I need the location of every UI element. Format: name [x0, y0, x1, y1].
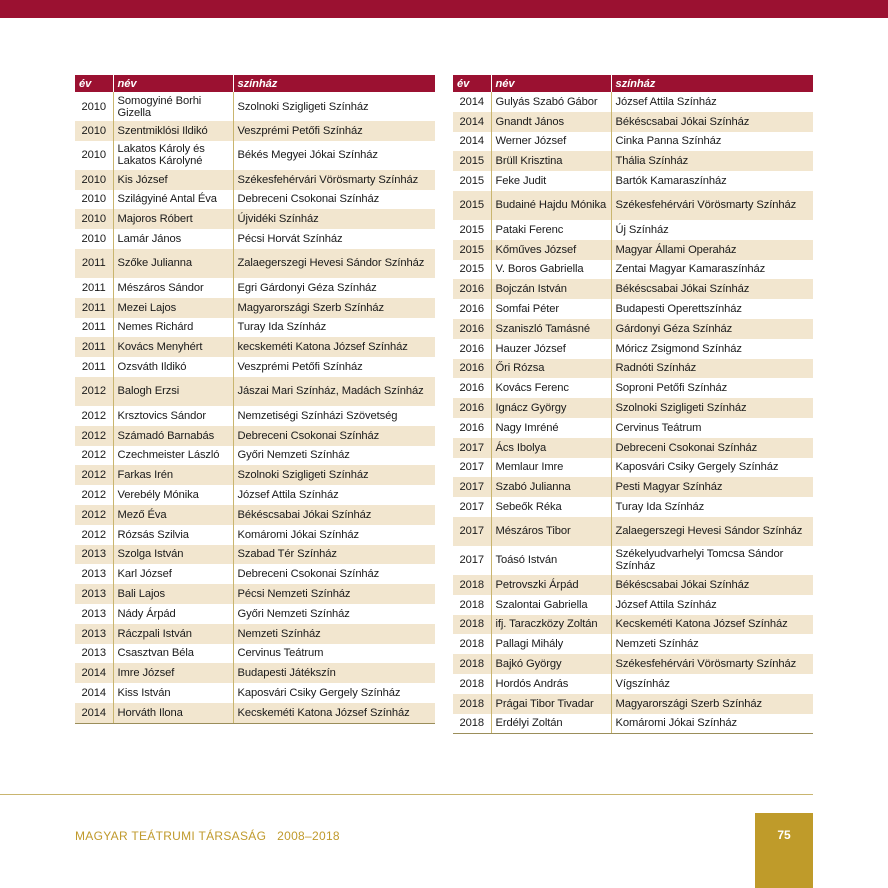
cell-year: 2018: [453, 654, 491, 674]
cell-theatre: Győri Nemzeti Színház: [237, 607, 350, 620]
cell-year: 2012: [75, 426, 113, 446]
cell-year: 2018: [453, 575, 491, 595]
table-row: [453, 171, 813, 191]
cell-year: 2015: [453, 240, 491, 260]
cell-year: 2015: [453, 191, 491, 220]
table-row: [453, 151, 813, 171]
cell-name: Kis József: [113, 170, 233, 190]
cell-theatre: Szolnoki Szigligeti Színház: [237, 100, 369, 113]
table-row: [75, 644, 435, 664]
cell-name: Gulyás Szabó Gábor: [491, 92, 611, 112]
cell-year: 2011: [75, 249, 113, 278]
cell-name: Majoros Róbert: [113, 209, 233, 229]
cell-name: Őri Rózsa: [491, 359, 611, 379]
cell-year: 2016: [453, 418, 491, 438]
cell-year: 2016: [453, 279, 491, 299]
cell-name: Bojczán István: [491, 279, 611, 299]
table-row: [453, 477, 813, 497]
award-table-left-body: [75, 92, 435, 723]
top-color-band: [0, 0, 888, 18]
cell-name: Rózsás Szilvia: [113, 525, 233, 545]
cell-name: Toásó István: [491, 546, 611, 575]
table-row: [453, 438, 813, 458]
cell-year: 2013: [75, 584, 113, 604]
cell-theatre: Vígszínház: [615, 677, 670, 690]
cell-theatre: Veszprémi Petőfi Színház: [237, 361, 363, 374]
cell-name: Nády Árpád: [113, 604, 233, 624]
cell-theatre: Nemzeti Színház: [233, 624, 435, 644]
table-row: [75, 190, 435, 210]
cell-theatre: Békés Megyei Jókai Színház: [237, 149, 378, 162]
cell-name: Szabó Julianna: [491, 477, 611, 497]
cell-year: 2015: [453, 171, 491, 191]
column-header-year: év: [75, 75, 113, 92]
cell-theatre: Soproni Petőfi Színház: [615, 382, 728, 395]
cell-year: 2012: [75, 465, 113, 485]
cell-year: 2013: [75, 604, 113, 624]
footer-divider: [0, 794, 813, 795]
cell-theatre: Budapesti Játékszín: [233, 663, 435, 683]
cell-year: 2013: [75, 545, 113, 565]
table-row: [453, 714, 813, 734]
cell-year: 2011: [75, 337, 113, 357]
cell-theatre: Cervinus Teátrum: [615, 421, 702, 434]
cell-theatre: Pécsi Horvát Színház: [237, 233, 343, 246]
cell-theatre: Szolnoki Szigligeti Színház: [611, 398, 813, 418]
table-row: [75, 229, 435, 249]
cell-name: Pallagi Mihály: [491, 634, 611, 654]
cell-theatre: Zalaegerszegi Hevesi Sándor Színház: [611, 517, 813, 546]
cell-name: Imre József: [113, 663, 233, 683]
cell-year: 2010: [75, 92, 113, 121]
column-header-name: név: [491, 75, 611, 92]
cell-year: 2010: [75, 170, 113, 190]
cell-year: 2012: [75, 446, 113, 466]
cell-name: Kőműves József: [491, 240, 611, 260]
cell-year: 2011: [75, 298, 113, 318]
cell-year: 2016: [453, 359, 491, 379]
cell-name: ifj. Taraczközy Zoltán: [491, 615, 611, 635]
cell-name: Szaniszló Tamásné: [491, 319, 611, 339]
cell-theatre: Nemzeti Színház: [615, 638, 699, 651]
cell-year: 2016: [453, 378, 491, 398]
cell-year: 2011: [75, 318, 113, 338]
cell-name: Bali Lajos: [113, 584, 233, 604]
cell-year: 2017: [453, 497, 491, 517]
cell-name: Csasztvan Béla: [113, 644, 233, 664]
cell-year: 2012: [75, 406, 113, 426]
cell-name: Czechmeister László: [113, 446, 233, 466]
table-row: [453, 575, 813, 595]
cell-year: 2018: [453, 714, 491, 734]
cell-year: 2014: [75, 663, 113, 683]
cell-year: 2010: [75, 229, 113, 249]
table-row: [75, 278, 435, 298]
cell-name: Karl József: [113, 564, 233, 584]
cell-name: Feke Judit: [491, 171, 611, 191]
table-row: [75, 703, 435, 723]
cell-year: 2017: [453, 477, 491, 497]
table-row: [453, 260, 813, 280]
table-row: [453, 546, 813, 575]
cell-theatre: József Attila Színház: [237, 489, 339, 502]
cell-theatre: Székesfehérvári Vörösmarty Színház: [611, 654, 813, 674]
cell-theatre: József Attila Színház: [615, 598, 717, 611]
column-header-name: név: [113, 75, 233, 92]
column-header-year: év: [453, 75, 491, 92]
cell-theatre: Egri Gárdonyi Géza Színház: [237, 281, 377, 294]
cell-name: Mészáros Tibor: [491, 517, 611, 546]
cell-name: Somfai Péter: [491, 299, 611, 319]
column-header-theatre: színház: [611, 75, 813, 92]
table-row: [75, 564, 435, 584]
cell-name: Pataki Ferenc: [491, 220, 611, 240]
table-row: [453, 418, 813, 438]
cell-year: 2018: [453, 694, 491, 714]
table-row: [453, 674, 813, 694]
cell-name: Mészáros Sándor: [113, 278, 233, 298]
cell-name: Hauzer József: [491, 339, 611, 359]
cell-theatre: Szolnoki Szigligeti Színház: [233, 465, 435, 485]
table-row: [453, 191, 813, 220]
cell-theatre: Kaposvári Csiky Gergely Színház: [237, 687, 401, 700]
cell-theatre: Kecskeméti Katona József Színház: [233, 703, 435, 723]
cell-name: Prágai Tibor Tivadar: [491, 694, 611, 714]
cell-year: 2018: [453, 634, 491, 654]
cell-theatre: Magyarországi Szerb Színház: [611, 694, 813, 714]
cell-name: Somogyiné Borhi Gizella: [113, 92, 233, 121]
table-row: [75, 663, 435, 683]
cell-year: 2014: [453, 132, 491, 152]
cell-name: Balogh Erzsi: [113, 377, 233, 406]
table-row: [75, 584, 435, 604]
cell-theatre: Debreceni Csokonai Színház: [233, 426, 435, 446]
cell-year: 2018: [453, 674, 491, 694]
cell-year: 2010: [75, 209, 113, 229]
cell-year: 2015: [453, 151, 491, 171]
cell-name: Verebély Mónika: [113, 485, 233, 505]
cell-name: Krsztovics Sándor: [113, 406, 233, 426]
table-row: [75, 377, 435, 406]
cell-theatre: Szabad Tér Színház: [233, 545, 435, 565]
table-row: [75, 525, 435, 545]
cell-year: 2015: [453, 260, 491, 280]
table-row: [453, 634, 813, 654]
cell-name: Brüll Krisztina: [491, 151, 611, 171]
cell-theatre: Turay Ida Színház: [615, 501, 705, 514]
table-row: [453, 458, 813, 478]
cell-name: Hordós András: [491, 674, 611, 694]
cell-year: 2016: [453, 398, 491, 418]
cell-name: Ács Ibolya: [491, 438, 611, 458]
cell-theatre: Győri Nemzeti Színház: [237, 449, 350, 462]
table-row: [75, 465, 435, 485]
cell-theatre: Pesti Magyar Színház: [611, 477, 813, 497]
cell-year: 2010: [75, 141, 113, 170]
table-row: [75, 624, 435, 644]
cell-name: Kovács Menyhért: [113, 337, 233, 357]
cell-theatre: Debreceni Csokonai Színház: [237, 568, 380, 581]
cell-year: 2012: [75, 505, 113, 525]
cell-theatre: Újvidéki Színház: [233, 209, 435, 229]
cell-theatre: Új Színház: [615, 223, 669, 236]
cell-theatre: Székesfehérvári Vörösmarty Színház: [233, 170, 435, 190]
cell-year: 2013: [75, 564, 113, 584]
table-row: [75, 545, 435, 565]
cell-theatre: Zalaegerszegi Hevesi Sándor Színház: [233, 249, 435, 278]
table-row: [453, 517, 813, 546]
cell-theatre: Jászai Mari Színház, Madách Színház: [233, 377, 435, 406]
cell-name: Kiss István: [113, 683, 233, 703]
cell-name: Mezei Lajos: [113, 298, 233, 318]
award-table-right: [453, 75, 813, 734]
cell-theatre: Budapesti Operettszínház: [615, 303, 742, 316]
cell-year: 2014: [453, 112, 491, 132]
cell-year: 2012: [75, 485, 113, 505]
cell-year: 2013: [75, 644, 113, 664]
cell-year: 2016: [453, 319, 491, 339]
table-row: [453, 112, 813, 132]
cell-theatre: kecskeméti Katona József Színház: [233, 337, 435, 357]
table-row: [453, 92, 813, 112]
cell-theatre: Debreceni Csokonai Színház: [237, 193, 380, 206]
table-row: [75, 683, 435, 703]
cell-theatre: Székelyudvarhelyi Tomcsa Sándor Színház: [615, 548, 784, 573]
table-row: [75, 209, 435, 229]
table-row: [75, 505, 435, 525]
cell-theatre: Veszprémi Petőfi Színház: [233, 121, 435, 141]
table-row: [75, 337, 435, 357]
table-row: [75, 298, 435, 318]
cell-name: Számadó Barnabás: [113, 426, 233, 446]
cell-year: 2014: [75, 703, 113, 723]
cell-year: 2011: [75, 278, 113, 298]
award-table-right-body: [453, 92, 813, 734]
cell-name: Kovács Ferenc: [491, 378, 611, 398]
cell-theatre: Békéscsabai Jókai Színház: [611, 575, 813, 595]
table-row: [75, 485, 435, 505]
cell-name: Szolga István: [113, 545, 233, 565]
footer-publication-title: MAGYAR TEÁTRUMI TÁRSASÁG 2008–2018: [75, 829, 340, 843]
table-row: [453, 654, 813, 674]
table-row: [75, 406, 435, 426]
cell-year: 2016: [453, 299, 491, 319]
cell-theatre: Gárdonyi Géza Színház: [611, 319, 813, 339]
cell-theatre: Debreceni Csokonai Színház: [611, 438, 813, 458]
cell-year: 2010: [75, 121, 113, 141]
cell-name: Lakatos Károly és Lakatos Károlyné: [113, 141, 233, 170]
cell-name: Lamár János: [113, 229, 233, 249]
cell-theatre: Bartók Kamaraszínház: [615, 175, 727, 188]
page-number: 75: [777, 828, 791, 842]
cell-theatre: Magyarországi Szerb Színház: [233, 298, 435, 318]
cell-theatre: Cervinus Teátrum: [237, 647, 324, 660]
table-row: [453, 398, 813, 418]
cell-theatre: Magyar Állami Operaház: [611, 240, 813, 260]
cell-theatre: József Attila Színház: [615, 95, 717, 108]
award-table-left: [75, 75, 435, 724]
cell-name: Memlaur Imre: [491, 458, 611, 478]
cell-name: Gnandt János: [491, 112, 611, 132]
cell-theatre: Kecskeméti Katona József Színház: [611, 615, 813, 635]
cell-year: 2012: [75, 525, 113, 545]
cell-theatre: Zentai Magyar Kamaraszínház: [615, 263, 766, 276]
table-row: [75, 92, 435, 121]
cell-name: Nagy Imréné: [491, 418, 611, 438]
cell-name: Petrovszki Árpád: [491, 575, 611, 595]
cell-year: 2017: [453, 458, 491, 478]
cell-year: 2011: [75, 357, 113, 377]
table-row: [453, 595, 813, 615]
table-row: [453, 220, 813, 240]
page-number-box: [755, 813, 813, 888]
cell-theatre: Pécsi Nemzeti Színház: [233, 584, 435, 604]
table-row: [453, 132, 813, 152]
table-row: [453, 279, 813, 299]
table-row: [75, 357, 435, 377]
cell-theatre: Komáromi Jókai Színház: [237, 528, 360, 541]
table-row: [75, 141, 435, 170]
cell-theatre: Békéscsabai Jókai Színház: [611, 279, 813, 299]
table-row: [75, 121, 435, 141]
cell-name: Farkas Irén: [113, 465, 233, 485]
cell-name: Szilágyiné Antal Éva: [113, 190, 233, 210]
cell-year: 2015: [453, 220, 491, 240]
table-row: [453, 240, 813, 260]
cell-year: 2013: [75, 624, 113, 644]
cell-theatre: Komáromi Jókai Színház: [611, 714, 813, 734]
table-row: [453, 378, 813, 398]
cell-name: Szentmiklósi Ildikó: [113, 121, 233, 141]
cell-name: Ozsváth Ildikó: [113, 357, 233, 377]
cell-name: Ignácz György: [491, 398, 611, 418]
table-header-row: [453, 75, 813, 92]
cell-name: Szalontai Gabriella: [491, 595, 611, 615]
table-row: [75, 170, 435, 190]
cell-name: Budainé Hajdu Mónika: [491, 191, 611, 220]
table-row: [75, 318, 435, 338]
table-header-row: [75, 75, 435, 92]
cell-theatre: Békéscsabai Jókai Színház: [233, 505, 435, 525]
cell-year: 2017: [453, 438, 491, 458]
cell-year: 2018: [453, 595, 491, 615]
column-header-theatre: színház: [233, 75, 435, 92]
cell-theatre: Radnóti Színház: [611, 359, 813, 379]
cell-theatre: Móricz Zsigmond Színház: [615, 342, 742, 355]
table-row: [75, 446, 435, 466]
cell-theatre: Cinka Panna Színház: [615, 135, 722, 148]
cell-name: Bajkó György: [491, 654, 611, 674]
cell-year: 2014: [75, 683, 113, 703]
cell-theatre: Thália Színház: [611, 151, 813, 171]
table-row: [453, 299, 813, 319]
cell-theatre: Békéscsabai Jókai Színház: [611, 112, 813, 132]
cell-name: Erdélyi Zoltán: [491, 714, 611, 734]
table-row: [453, 497, 813, 517]
table-row: [453, 615, 813, 635]
cell-name: Mező Éva: [113, 505, 233, 525]
cell-theatre: Kaposvári Csiky Gergely Színház: [615, 461, 779, 474]
cell-year: 2010: [75, 190, 113, 210]
table-row: [75, 249, 435, 278]
cell-name: V. Boros Gabriella: [491, 260, 611, 280]
table-row: [453, 694, 813, 714]
cell-year: 2016: [453, 339, 491, 359]
cell-name: Szőke Julianna: [113, 249, 233, 278]
cell-name: Horváth Ilona: [113, 703, 233, 723]
table-row: [453, 319, 813, 339]
table-row: [453, 359, 813, 379]
cell-theatre: Turay Ida Színház: [237, 321, 327, 334]
table-row: [453, 339, 813, 359]
cell-year: 2018: [453, 615, 491, 635]
cell-name: Sebeők Réka: [491, 497, 611, 517]
table-row: [75, 426, 435, 446]
cell-year: 2012: [75, 377, 113, 406]
cell-theatre: Székesfehérvári Vörösmarty Színház: [611, 191, 813, 220]
table-row: [75, 604, 435, 624]
cell-year: 2017: [453, 517, 491, 546]
cell-theatre: Nemzetiségi Színházi Szövetség: [237, 409, 398, 422]
cell-year: 2017: [453, 546, 491, 575]
cell-year: 2014: [453, 92, 491, 112]
cell-name: Ráczpali István: [113, 624, 233, 644]
cell-name: Werner József: [491, 132, 611, 152]
cell-name: Nemes Richárd: [113, 318, 233, 338]
